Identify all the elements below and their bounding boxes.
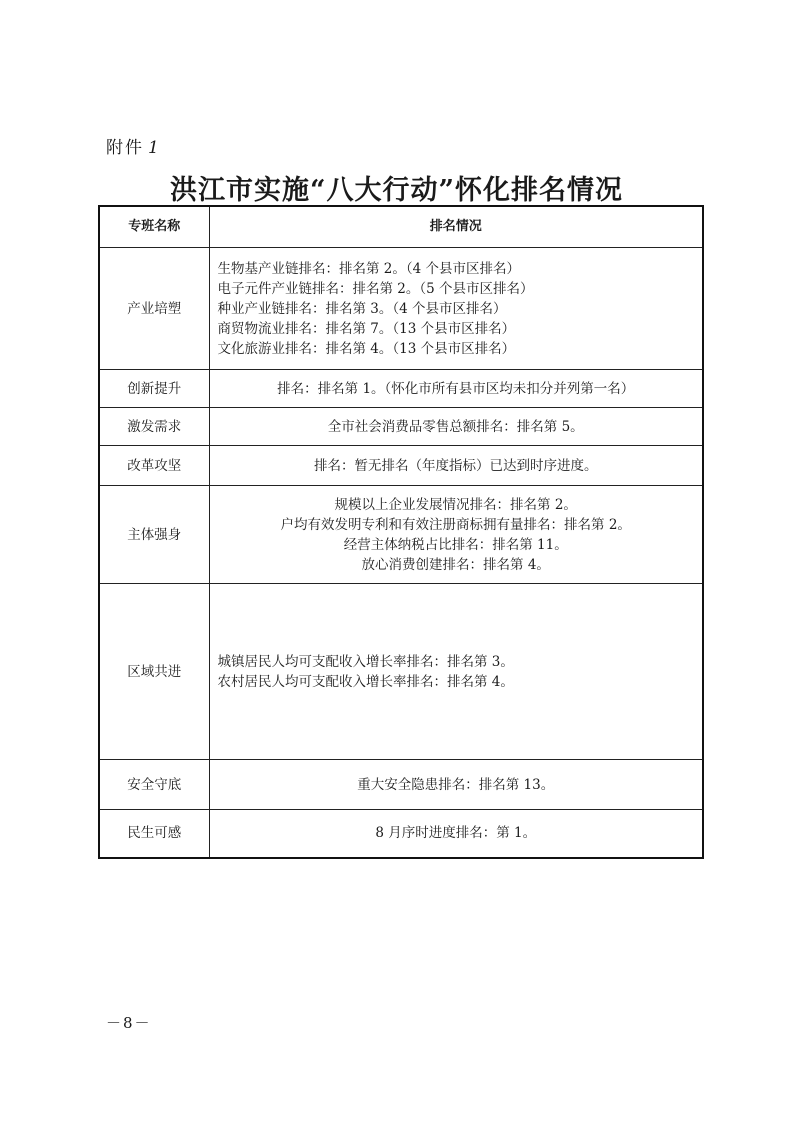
ranking-detail [209, 760, 703, 810]
attachment-number: 1 [148, 138, 161, 158]
ranking-line: 经营主体纳税占比排名：排名第 11。 [343, 536, 568, 553]
ranking-line: 规模以上企业发展情况排名：排名第 2。 [334, 496, 577, 513]
ranking-line: 城镇居民人均可支配收入增长率排名：排名第 3。 [217, 653, 514, 670]
ranking-line: 户均有效发明专利和有效注册商标拥有量排名：排名第 2。 [280, 516, 631, 533]
ranking-line: 种业产业链排名：排名第 3。（4 个县市区排名） [217, 300, 507, 317]
page-number: －8－ [106, 1014, 152, 1032]
task-force-name: 安全守底 [99, 760, 209, 810]
ranking-line: 排名：暂无排名（年度指标）已达到时序进度。 [314, 457, 598, 474]
task-force-name: 民生可感 [99, 810, 209, 858]
table-row [99, 486, 703, 584]
ranking-line: 放心消费创建排名：排名第 4。 [361, 556, 550, 573]
ranking-line: 电子元件产业链排名：排名第 2。（5 个县市区排名） [217, 280, 534, 297]
task-force-name: 区域共进 [99, 584, 209, 760]
ranking-detail [209, 408, 703, 446]
task-force-name: 产业培塑 [99, 248, 209, 370]
ranking-line: 重大安全隐患排名：排名第 13。 [357, 776, 555, 793]
task-force-name: 激发需求 [99, 408, 209, 446]
table-row [99, 810, 703, 858]
attachment-label [106, 133, 161, 158]
attachment-text: 附件 [106, 138, 144, 158]
table-row [99, 446, 703, 486]
ranking-detail [209, 810, 703, 858]
header-task-force: 专班名称 [99, 206, 209, 248]
table-row [99, 408, 703, 446]
table-row [99, 584, 703, 760]
ranking-line: 排名：排名第 1。（怀化市所有县市区均未扣分并列第一名） [277, 380, 635, 397]
task-force-name: 主体强身 [99, 486, 209, 584]
ranking-line: 全市社会消费品零售总额排名：排名第 5。 [327, 418, 584, 435]
ranking-line: 商贸物流业排名：排名第 7。（13 个县市区排名） [217, 320, 516, 337]
ranking-detail [209, 486, 703, 584]
ranking-table [98, 205, 704, 859]
ranking-line: 文化旅游业排名：排名第 4。（13 个县市区排名） [217, 340, 516, 357]
ranking-detail [209, 446, 703, 486]
ranking-line: 生物基产业链排名：排名第 2。（4 个县市区排名） [217, 260, 521, 277]
task-force-name: 改革攻坚 [99, 446, 209, 486]
ranking-line: 8 月序时进度排名：第 1。 [375, 825, 537, 842]
task-force-name: 创新提升 [99, 370, 209, 408]
table-row [99, 370, 703, 408]
ranking-detail [209, 248, 703, 370]
document-title: 洪江市实施“八大行动”怀化排名情况 [169, 175, 624, 206]
ranking-detail [209, 584, 703, 760]
table-row [99, 248, 703, 370]
table-row [99, 760, 703, 810]
ranking-line: 农村居民人均可支配收入增长率排名：排名第 4。 [217, 673, 514, 690]
ranking-detail [209, 370, 703, 408]
table-header-row [99, 206, 703, 248]
header-ranking: 排名情况 [209, 206, 703, 248]
